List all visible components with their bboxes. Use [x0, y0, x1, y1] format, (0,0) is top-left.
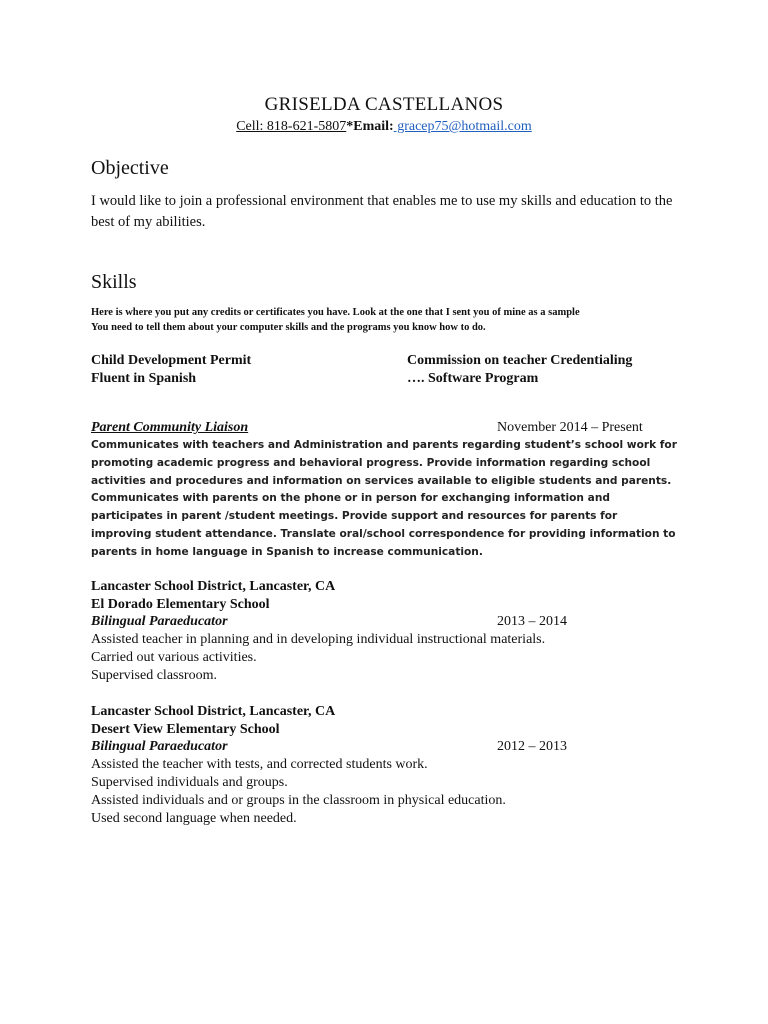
skills-heading: Skills — [91, 271, 137, 293]
job-district: Lancaster School District, Lancaster, CA — [91, 704, 336, 719]
email-link[interactable]: gracep75@hotmail.com — [393, 119, 532, 134]
job-duty: Supervised individuals and groups. — [91, 775, 288, 790]
job-duty: Assisted teacher in planning and in developing individual instructional materials. — [91, 632, 546, 647]
job-title: Bilingual Paraeducator — [91, 614, 228, 629]
skill-item: Child Development Permit — [91, 353, 252, 368]
objective-text: I would like to join a professional environment that enables me to use my skills and education to the best of my abilities. — [91, 193, 673, 230]
email-label: *Email: — [346, 119, 394, 134]
job-duty: Supervised classroom. — [91, 668, 217, 683]
job-duty: Carried out various activities. — [91, 650, 257, 665]
applicant-name: GRISELDA CASTELLANOS — [264, 94, 504, 115]
job-dates: 2012 – 2013 — [497, 739, 567, 754]
job-district: Lancaster School District, Lancaster, CA — [91, 579, 336, 594]
job-duty: Assisted the teacher with tests, and corrected students work. — [91, 757, 428, 772]
job-duty: Used second language when needed. — [91, 811, 297, 826]
job-description: Communicates with teachers and Administration and parents regarding student’s school work for promoting academic progress and behavioral progress. Provide information regarding school activities and procedures and information on services available to eligible students and parents. Communicates with parents on the phone or in person for exchanging information and participates in parent /student meetings. Provide support and resources for parents for improving student attendance. Translate oral/school correspondence for providing information to parents in home language in Spanish to increase communication. — [91, 439, 677, 558]
contact-line — [0, 119, 768, 135]
job-school: El Dorado Elementary School — [91, 597, 270, 612]
skills-note-1: Here is where you put any credits or certificates you have. Look at the one that I sent you of mine as a sample — [91, 307, 580, 318]
job-dates: 2013 – 2014 — [497, 614, 567, 629]
cell-number: Cell: 818-621-5807 — [236, 119, 347, 134]
objective-heading: Objective — [91, 157, 169, 179]
job-school: Desert View Elementary School — [91, 722, 280, 737]
job-dates: November 2014 – Present — [497, 420, 643, 435]
job-title: Bilingual Paraeducator — [91, 739, 228, 754]
job-duty: Assisted individuals and or groups in the classroom in physical education. — [91, 793, 506, 808]
skill-item: Fluent in Spanish — [91, 371, 197, 386]
skill-item: …. Software Program — [407, 371, 539, 386]
skill-item: Commission on teacher Credentialing — [407, 353, 633, 368]
skills-note-2: You need to tell them about your computer skills and the programs you know how to do. — [91, 322, 486, 333]
job-title: Parent Community Liaison — [91, 420, 249, 435]
